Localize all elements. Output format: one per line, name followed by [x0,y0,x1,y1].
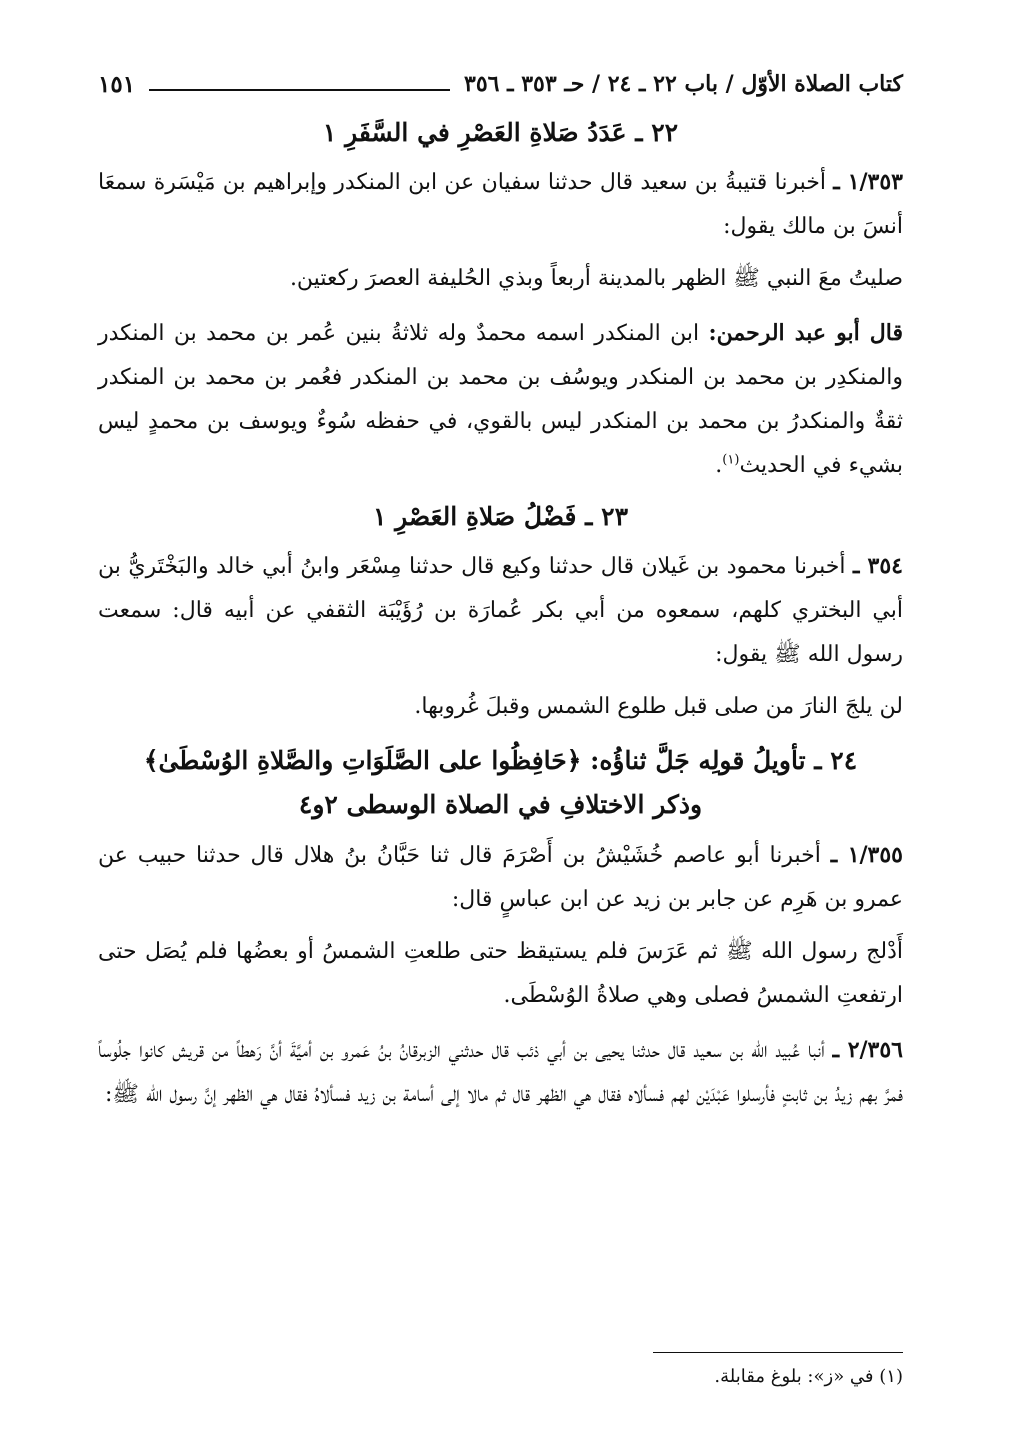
running-header [98,62,903,106]
header-title: كتاب الصلاة الأوّل / باب ٢٢ ـ ٢٤ / حـ ٣٥٣ ـ ٣٥٦ [464,71,903,97]
footnote-marker: (١) [722,452,740,468]
hadith-text: أخبرنا أبو عاصم خُشَيْشُ بن أَصْرَمَ قال ثنا حَبَّانُ بنُ هلال قال حدثنا حبيب عن عمرو بن هَرِم عن جابر بن زيد عن ابن عباسٍ قال: [98,843,903,912]
chapter-heading-sub: وذكر الاختلافِ في الصلاة الوسطى ٢و٤ [298,790,703,819]
chapter-heading-main: ٢٤ ـ تأويلُ قولِه جَلَّ ثناؤُه: ﴿حَافِظُوا على الصَّلَوَاتِ والصَّلاةِ الوُسْطَىٰ﴾ [143,746,858,775]
footnote: (١) في «ز»: بلوغ مقابلة. [714,1366,903,1387]
chapter-heading-22: ٢٢ ـ عَدَدُ صَلاةِ العَصْرِ في السَّفَرِ ١ [322,118,679,147]
hadith-number: ١/٣٥٣ ـ [833,169,903,195]
hadith-number: ٣٥٤ ـ [852,553,903,579]
hadith-355 [98,833,903,922]
note-lead: قال أبو عبد الرحمن: [708,320,903,346]
hadith-matn: لن يلجَ النارَ من صلى قبل طلوع الشمس وقبلَ غُروبها. [414,694,903,719]
hadith-text: أخبرنا قتيبةُ بن سعيد قال حدثنا سفيان عن ابن المنكدر وإبراهيم بن مَيْسَرة سمعَا أنسَ بن مالك يقول: [98,170,903,239]
hadith-number: ٢/٣٥٦ ـ [832,1037,903,1063]
page-number: ١٥١ [98,70,136,98]
hadith-354 [98,544,903,677]
author-note [98,311,903,488]
chapter-heading-23: ٢٣ ـ فَضْلُ صَلاةِ العَصْرِ ١ [372,502,629,531]
hadith-356 [98,1028,903,1117]
chapter-heading-24 [98,739,903,827]
note-end: . [715,453,723,478]
document-page [98,62,903,1432]
footnote-rule [653,1352,903,1353]
hadith-353 [98,160,903,249]
hadith-matn: صليتُ معَ النبي ﷺ الظهر بالمدينة أربعاً وبذي الحُليفة العصرَ ركعتين. [289,266,903,291]
header-rule [149,89,450,91]
note-text: ابن المنكدر اسمه محمدٌ وله ثلاثةُ بنين عُمر بن محمد بن المنكدر والمنكدِر بن محمد بن المنكدر ويوسُف بن محمد بن المنكدر فعُمر بن محمد بن المنكدر ثقةٌ والمنكدرُ بن محمد بن المنكدر ليس بالقوي، في حفظه سُوءٌ ويوسف بن محمدٍ ليس بشيء في الحديث [98,321,903,478]
hadith-matn: أَدْلج رسول الله ﷺ ثم عَرَسَ فلم يستيقظ حتى طلعتِ الشمسُ أو بعضُها فلم يُصَل حتى ارتفعتِ الشمسُ فصلى وهي صلاةُ الوُسْطَى. [98,939,903,1008]
hadith-text: أنبا عُبيد الله بن سعيد قال حدثنا يحيى بن أبي ذئب قال حدثني الزبرقانُ بنُ عَمرو بن أميَّةَ أنَّ رَهطاً من قريش كانوا جلُوساً فمرَّ بهم زيدُ بن ثابتٍ فأرسلوا عَبْدَيْن لهم فسألاه فقال هي الظهر قال ثم مالا إلى أسامة بن زيد فسألاهُ فقال هي الظهر إنَّ رسول الله ﷺ: [98,1038,903,1107]
hadith-number: ١/٣٥٥ ـ [830,842,903,868]
hadith-text: أخبرنا محمود بن غَيلان قال حدثنا وكيع قال حدثنا مِسْعَر وابنُ أبي خالد والبَخْتَريُّ بن أبي البختري كلهم، سمعوه من أبي بكر عُمارَة بن رُؤَيْبَة الثقفي عن أبيه قال: سمعت رسول الله ﷺ يقول: [98,554,903,667]
